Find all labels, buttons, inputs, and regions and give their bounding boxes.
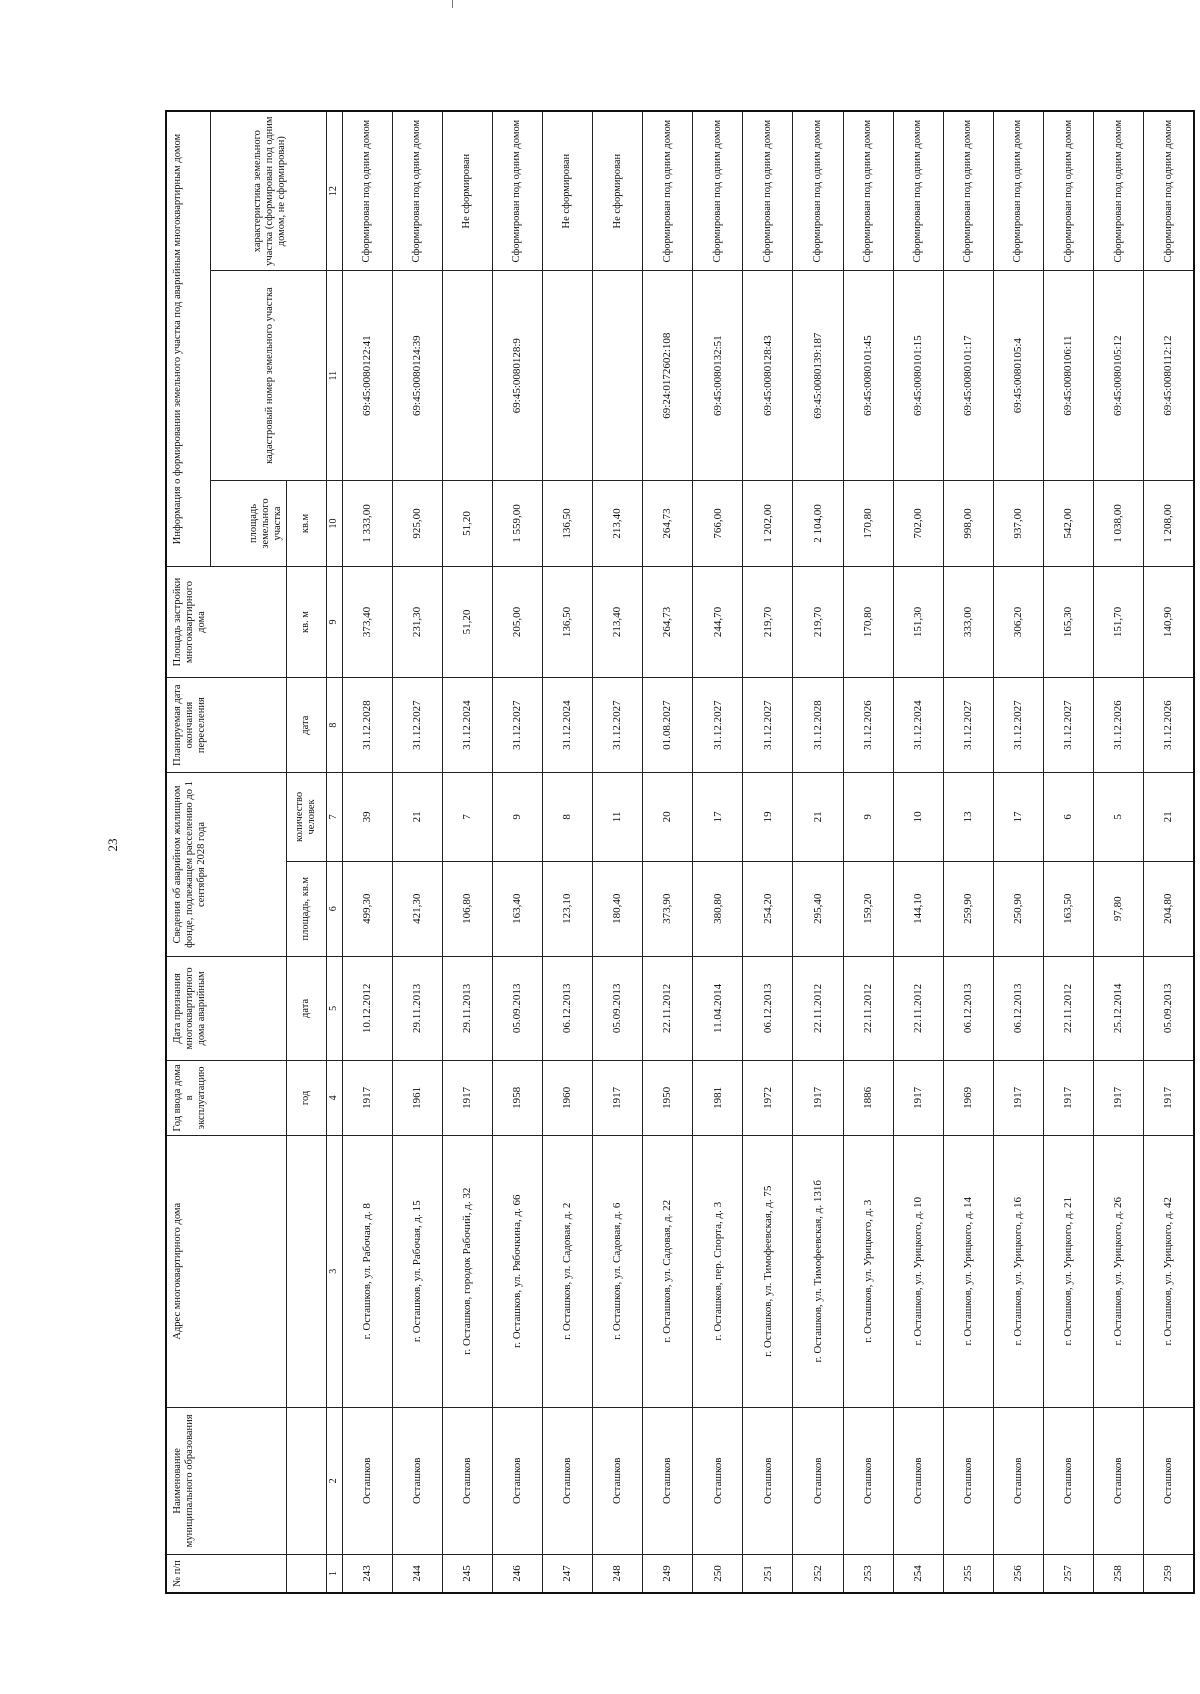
column-number: 11 <box>326 271 342 481</box>
row-number: 255 <box>943 1554 993 1593</box>
land-area-cell: 213,40 <box>593 480 643 566</box>
address-cell: г. Осташков, ул. Садовая, д. 2 <box>542 1135 592 1407</box>
table-row <box>1094 111 1144 1593</box>
row-number: 256 <box>993 1554 1043 1593</box>
people-count-cell: 13 <box>943 773 993 861</box>
table-row <box>893 111 943 1593</box>
people-count-cell: 10 <box>893 773 943 861</box>
table-row <box>442 111 492 1593</box>
cadastral-number-cell: 69:45:0080139:187 <box>793 271 843 481</box>
row-number: 259 <box>1144 1554 1194 1593</box>
year-built-cell: 1917 <box>793 1061 843 1136</box>
recognized-date-cell: 29.11.2013 <box>392 956 442 1060</box>
emergency-housing-table <box>165 110 1195 1594</box>
building-area-cell: 219,70 <box>793 567 843 678</box>
cadastral-number-cell: 69:45:0080105:12 <box>1094 271 1144 481</box>
units-empty-2 <box>286 1407 326 1554</box>
recognized-date-cell: 05.09.2013 <box>1144 956 1194 1060</box>
building-area-cell: 205,00 <box>492 567 542 678</box>
planned-date-cell: 31.12.2027 <box>943 678 993 773</box>
row-number: 245 <box>442 1554 492 1593</box>
address-cell: г. Осташков, ул. Тимофеевская, д. 131б <box>793 1135 843 1407</box>
recognized-date-cell: 22.11.2012 <box>1044 956 1094 1060</box>
land-characteristic-cell: Сформирован под одним домом <box>793 111 843 271</box>
building-area-cell: 140,90 <box>1144 567 1194 678</box>
planned-date-cell: 31.12.2028 <box>342 678 392 773</box>
planned-date-cell: 31.12.2026 <box>1094 678 1144 773</box>
emergency-area-cell: 180,40 <box>593 861 643 956</box>
cadastral-number-cell: 69:45:0080124:39 <box>392 271 442 481</box>
building-area-cell: 333,00 <box>943 567 993 678</box>
recognized-date-cell: 29.11.2013 <box>442 956 492 1060</box>
people-count-cell: 6 <box>1044 773 1094 861</box>
municipality-cell: Осташков <box>893 1407 943 1554</box>
planned-date-cell: 31.12.2026 <box>843 678 893 773</box>
planned-date-cell: 31.12.2028 <box>793 678 843 773</box>
column-number: 9 <box>326 567 342 678</box>
cadastral-number-cell: 69:45:0080101:17 <box>943 271 993 481</box>
year-built-cell: 1917 <box>1044 1061 1094 1136</box>
column-numbers-row <box>326 111 342 1593</box>
header-planned-end: Планируемая дата окончания переселения <box>166 678 286 773</box>
table-row <box>993 111 1043 1593</box>
units-land-area: кв.м <box>286 480 326 566</box>
row-number: 244 <box>392 1554 442 1593</box>
land-area-cell: 1 333,00 <box>342 480 392 566</box>
address-cell: г. Осташков, ул. Урицкого, д. 42 <box>1144 1135 1194 1407</box>
table-row <box>743 111 793 1593</box>
land-characteristic-cell: Сформирован под одним домом <box>943 111 993 271</box>
people-count-cell: 9 <box>492 773 542 861</box>
address-cell: г. Осташков, городок Рабочий, д. 32 <box>442 1135 492 1407</box>
people-count-cell: 11 <box>593 773 643 861</box>
year-built-cell: 1917 <box>1144 1061 1194 1136</box>
table-row <box>542 111 592 1593</box>
recognized-date-cell: 22.11.2012 <box>893 956 943 1060</box>
address-cell: г. Осташков, ул. Садовая, д. 22 <box>643 1135 693 1407</box>
planned-date-cell: 31.12.2027 <box>593 678 643 773</box>
emergency-area-cell: 163,50 <box>1044 861 1094 956</box>
municipality-cell: Осташков <box>793 1407 843 1554</box>
recognized-date-cell: 05.09.2013 <box>492 956 542 1060</box>
land-area-cell: 170,80 <box>843 480 893 566</box>
header-land-area: площадь земельного участка <box>210 480 286 566</box>
municipality-cell: Осташков <box>1144 1407 1194 1554</box>
column-number: 1 <box>326 1554 342 1593</box>
people-count-cell: 7 <box>442 773 492 861</box>
recognized-date-cell: 05.09.2013 <box>593 956 643 1060</box>
year-built-cell: 1969 <box>943 1061 993 1136</box>
table-row <box>793 111 843 1593</box>
column-number: 4 <box>326 1061 342 1136</box>
building-area-cell: 244,70 <box>693 567 743 678</box>
municipality-cell: Осташков <box>542 1407 592 1554</box>
row-number: 251 <box>743 1554 793 1593</box>
column-number: 12 <box>326 111 342 271</box>
building-area-cell: 264,73 <box>643 567 693 678</box>
column-number: 10 <box>326 480 342 566</box>
units-planned-date: дата <box>286 678 326 773</box>
municipality-cell: Осташков <box>442 1407 492 1554</box>
land-area-cell: 264,73 <box>643 480 693 566</box>
municipality-cell: Осташков <box>492 1407 542 1554</box>
table-row <box>1044 111 1094 1593</box>
planned-date-cell: 31.12.2024 <box>442 678 492 773</box>
table-row <box>643 111 693 1593</box>
table-body <box>342 111 1194 1593</box>
municipality-cell: Осташков <box>843 1407 893 1554</box>
land-area-cell: 702,00 <box>893 480 943 566</box>
cadastral-number-cell: 69:45:0080128:43 <box>743 271 793 481</box>
year-built-cell: 1917 <box>1094 1061 1144 1136</box>
header-emergency-fund: Сведения об аварийном жилищном фонде, подлежащем расселению до 1 сентября 2028 года <box>166 773 286 957</box>
cadastral-number-cell: 69:45:0080122:41 <box>342 271 392 481</box>
units-people: количество человек <box>286 773 326 861</box>
people-count-cell: 20 <box>643 773 693 861</box>
emergency-area-cell: 250,90 <box>993 861 1043 956</box>
recognized-date-cell: 06.12.2013 <box>993 956 1043 1060</box>
recognized-date-cell: 06.12.2013 <box>542 956 592 1060</box>
row-number: 253 <box>843 1554 893 1593</box>
building-area-cell: 213,40 <box>593 567 643 678</box>
cadastral-number-cell <box>442 271 492 481</box>
emergency-area-cell: 421,30 <box>392 861 442 956</box>
municipality-cell: Осташков <box>1094 1407 1144 1554</box>
emergency-area-cell: 97,80 <box>1094 861 1144 956</box>
planned-date-cell: 31.12.2027 <box>492 678 542 773</box>
emergency-area-cell: 380,80 <box>693 861 743 956</box>
column-number: 8 <box>326 678 342 773</box>
emergency-area-cell: 106,80 <box>442 861 492 956</box>
land-characteristic-cell: Сформирован под одним домом <box>342 111 392 271</box>
year-built-cell: 1958 <box>492 1061 542 1136</box>
row-number: 252 <box>793 1554 843 1593</box>
land-area-cell: 1 559,00 <box>492 480 542 566</box>
header-characteristic: характеристика земельного участка (сформирован под одним домом, не сформирован) <box>210 111 326 271</box>
address-cell: г. Осташков, пер. Спорта, д. 3 <box>693 1135 743 1407</box>
year-built-cell: 1917 <box>342 1061 392 1136</box>
building-area-cell: 151,70 <box>1094 567 1144 678</box>
cadastral-number-cell: 69:45:0080128:9 <box>492 271 542 481</box>
row-number: 248 <box>593 1554 643 1593</box>
table-row <box>593 111 643 1593</box>
year-built-cell: 1917 <box>893 1061 943 1136</box>
building-area-cell: 136,50 <box>542 567 592 678</box>
address-cell: г. Осташков, ул. Урицкого, д. 16 <box>993 1135 1043 1407</box>
cadastral-number-cell: 69:45:0080101:45 <box>843 271 893 481</box>
people-count-cell: 9 <box>843 773 893 861</box>
page-number: 23 <box>105 838 120 852</box>
planned-date-cell: 31.12.2027 <box>693 678 743 773</box>
people-count-cell: 5 <box>1094 773 1144 861</box>
people-count-cell: 21 <box>793 773 843 861</box>
municipality-cell: Осташков <box>1044 1407 1094 1554</box>
address-cell: г. Осташков, ул. Урицкого, д. 26 <box>1094 1135 1144 1407</box>
people-count-cell: 8 <box>542 773 592 861</box>
column-number: 2 <box>326 1407 342 1554</box>
year-built-cell: 1886 <box>843 1061 893 1136</box>
land-characteristic-cell: Сформирован под одним домом <box>492 111 542 271</box>
address-cell: г. Осташков, ул. Рабочая, д. 8 <box>342 1135 392 1407</box>
building-area-cell: 165,30 <box>1044 567 1094 678</box>
land-area-cell: 51,20 <box>442 480 492 566</box>
planned-date-cell: 31.12.2024 <box>893 678 943 773</box>
building-area-cell: 373,40 <box>342 567 392 678</box>
table-row <box>943 111 993 1593</box>
people-count-cell: 39 <box>342 773 392 861</box>
land-characteristic-cell: Сформирован под одним домом <box>1144 111 1194 271</box>
land-characteristic-cell: Сформирован под одним домом <box>392 111 442 271</box>
recognized-date-cell: 11.04.2014 <box>693 956 743 1060</box>
land-characteristic-cell: Не сформирован <box>442 111 492 271</box>
planned-date-cell: 31.12.2027 <box>1044 678 1094 773</box>
year-built-cell: 1917 <box>993 1061 1043 1136</box>
municipality-cell: Осташков <box>342 1407 392 1554</box>
cadastral-number-cell: 69:45:0080106:11 <box>1044 271 1094 481</box>
units-empty-1 <box>286 1554 326 1593</box>
year-built-cell: 1981 <box>693 1061 743 1136</box>
column-number: 5 <box>326 956 342 1060</box>
people-count-cell: 17 <box>993 773 1043 861</box>
year-built-cell: 1917 <box>593 1061 643 1136</box>
address-cell: г. Осташков, ул. Садовая, д. 6 <box>593 1135 643 1407</box>
building-area-cell: 219,70 <box>743 567 793 678</box>
units-date: дата <box>286 956 326 1060</box>
year-built-cell: 1960 <box>542 1061 592 1136</box>
land-characteristic-cell: Сформирован под одним домом <box>1044 111 1094 271</box>
land-area-cell: 1 208,00 <box>1144 480 1194 566</box>
address-cell: г. Осташков, ул. Урицкого, д. 3 <box>843 1135 893 1407</box>
address-cell: г. Осташков, ул. Урицкого, д. 10 <box>893 1135 943 1407</box>
land-characteristic-cell: Сформирован под одним домом <box>893 111 943 271</box>
table-row <box>693 111 743 1593</box>
table-row <box>342 111 392 1593</box>
planned-date-cell: 01.08.2027 <box>643 678 693 773</box>
land-area-cell: 136,50 <box>542 480 592 566</box>
row-number: 243 <box>342 1554 392 1593</box>
address-cell: г. Осташков, ул. Урицкого, д. 21 <box>1044 1135 1094 1407</box>
row-number: 247 <box>542 1554 592 1593</box>
cadastral-number-cell: 69:45:0080112:12 <box>1144 271 1194 481</box>
land-characteristic-cell: Сформирован под одним домом <box>843 111 893 271</box>
address-cell: г. Осташков, ул. Рабочая, д. 15 <box>392 1135 442 1407</box>
recognized-date-cell: 22.11.2012 <box>793 956 843 1060</box>
cadastral-number-cell: 69:45:0080105:4 <box>993 271 1043 481</box>
cadastral-number-cell: 69:45:0080132:51 <box>693 271 743 481</box>
planned-date-cell: 31.12.2024 <box>542 678 592 773</box>
emergency-area-cell: 144,10 <box>893 861 943 956</box>
building-area-cell: 306,20 <box>993 567 1043 678</box>
units-area: площадь, кв.м <box>286 861 326 956</box>
municipality-cell: Осташков <box>693 1407 743 1554</box>
header-land-info: Информация о формировании земельного участка под аварийным многоквартирным домом <box>166 111 210 567</box>
land-characteristic-cell: Сформирован под одним домом <box>643 111 693 271</box>
recognized-date-cell: 06.12.2013 <box>743 956 793 1060</box>
header-num: № п/п <box>166 1554 286 1593</box>
people-count-cell: 21 <box>392 773 442 861</box>
planned-date-cell: 31.12.2027 <box>743 678 793 773</box>
recognized-date-cell: 22.11.2012 <box>843 956 893 1060</box>
land-area-cell: 937,00 <box>993 480 1043 566</box>
emergency-area-cell: 499,30 <box>342 861 392 956</box>
address-cell: г. Осташков, ул. Урицкого, д. 14 <box>943 1135 993 1407</box>
land-area-cell: 1 038,00 <box>1094 480 1144 566</box>
recognized-date-cell: 10.12.2012 <box>342 956 392 1060</box>
cadastral-number-cell <box>542 271 592 481</box>
table-header-row-1 <box>166 111 210 1593</box>
row-number: 257 <box>1044 1554 1094 1593</box>
emergency-area-cell: 159,20 <box>843 861 893 956</box>
people-count-cell: 21 <box>1144 773 1194 861</box>
row-number: 249 <box>643 1554 693 1593</box>
row-number: 254 <box>893 1554 943 1593</box>
row-number: 250 <box>693 1554 743 1593</box>
land-area-cell: 766,00 <box>693 480 743 566</box>
land-area-cell: 1 202,00 <box>743 480 793 566</box>
land-characteristic-cell: Не сформирован <box>542 111 592 271</box>
building-area-cell: 51,20 <box>442 567 492 678</box>
units-empty-3 <box>286 1135 326 1407</box>
recognized-date-cell: 25.12.2014 <box>1094 956 1144 1060</box>
municipality-cell: Осташков <box>392 1407 442 1554</box>
units-building-area: кв. м <box>286 567 326 678</box>
land-area-cell: 998,00 <box>943 480 993 566</box>
table-row <box>392 111 442 1593</box>
rotated-table-container <box>165 110 1195 1594</box>
header-year-built: Год ввода дома в эксплуатацию <box>166 1061 286 1136</box>
cadastral-number-cell: 69:24:0172602:108 <box>643 271 693 481</box>
emergency-area-cell: 204,80 <box>1144 861 1194 956</box>
building-area-cell: 170,80 <box>843 567 893 678</box>
emergency-area-cell: 254,20 <box>743 861 793 956</box>
column-number: 3 <box>326 1135 342 1407</box>
emergency-area-cell: 259,90 <box>943 861 993 956</box>
recognized-date-cell: 22.11.2012 <box>643 956 693 1060</box>
year-built-cell: 1961 <box>392 1061 442 1136</box>
land-area-cell: 925,00 <box>392 480 442 566</box>
building-area-cell: 151,30 <box>893 567 943 678</box>
building-area-cell: 231,30 <box>392 567 442 678</box>
municipality-cell: Осташков <box>743 1407 793 1554</box>
address-cell: г. Осташков, ул. Рябочкина, д. 66 <box>492 1135 542 1407</box>
table-row <box>843 111 893 1593</box>
row-number: 246 <box>492 1554 542 1593</box>
header-address: Адрес многоквартирного дома <box>166 1135 286 1407</box>
year-built-cell: 1950 <box>643 1061 693 1136</box>
municipality-cell: Осташков <box>943 1407 993 1554</box>
municipality-cell: Осташков <box>593 1407 643 1554</box>
header-cadastral: кадастровый номер земельного участка <box>210 271 326 481</box>
land-area-cell: 542,00 <box>1044 480 1094 566</box>
cadastral-number-cell <box>593 271 643 481</box>
year-built-cell: 1917 <box>442 1061 492 1136</box>
land-characteristic-cell: Сформирован под одним домом <box>743 111 793 271</box>
land-characteristic-cell: Сформирован под одним домом <box>1094 111 1144 271</box>
table-row <box>492 111 542 1593</box>
emergency-area-cell: 295,40 <box>793 861 843 956</box>
header-building-area: Площадь застройки многоквартирного дома <box>166 567 286 678</box>
people-count-cell: 17 <box>693 773 743 861</box>
header-recognized-date: Дата признания многоквартирного дома аварийным <box>166 956 286 1060</box>
land-characteristic-cell: Сформирован под одним домом <box>993 111 1043 271</box>
row-number: 258 <box>1094 1554 1144 1593</box>
column-number: 7 <box>326 773 342 861</box>
cadastral-number-cell: 69:45:0080101:15 <box>893 271 943 481</box>
recognized-date-cell: 06.12.2013 <box>943 956 993 1060</box>
people-count-cell: 19 <box>743 773 793 861</box>
address-cell: г. Осташков, ул. Тимофеевская, д. 75 <box>743 1135 793 1407</box>
planned-date-cell: 31.12.2027 <box>993 678 1043 773</box>
table-row <box>1144 111 1194 1593</box>
header-municipality: Наименование муниципального образования <box>166 1407 286 1554</box>
year-built-cell: 1972 <box>743 1061 793 1136</box>
emergency-area-cell: 123,10 <box>542 861 592 956</box>
units-year: год <box>286 1061 326 1136</box>
emergency-area-cell: 373,90 <box>643 861 693 956</box>
planned-date-cell: 31.12.2027 <box>392 678 442 773</box>
municipality-cell: Осташков <box>643 1407 693 1554</box>
scan-artifact-mark <box>452 0 453 8</box>
column-number: 6 <box>326 861 342 956</box>
municipality-cell: Осташков <box>993 1407 1043 1554</box>
land-characteristic-cell: Сформирован под одним домом <box>693 111 743 271</box>
land-characteristic-cell: Не сформирован <box>593 111 643 271</box>
emergency-area-cell: 163,40 <box>492 861 542 956</box>
land-area-cell: 2 104,00 <box>793 480 843 566</box>
planned-date-cell: 31.12.2026 <box>1144 678 1194 773</box>
